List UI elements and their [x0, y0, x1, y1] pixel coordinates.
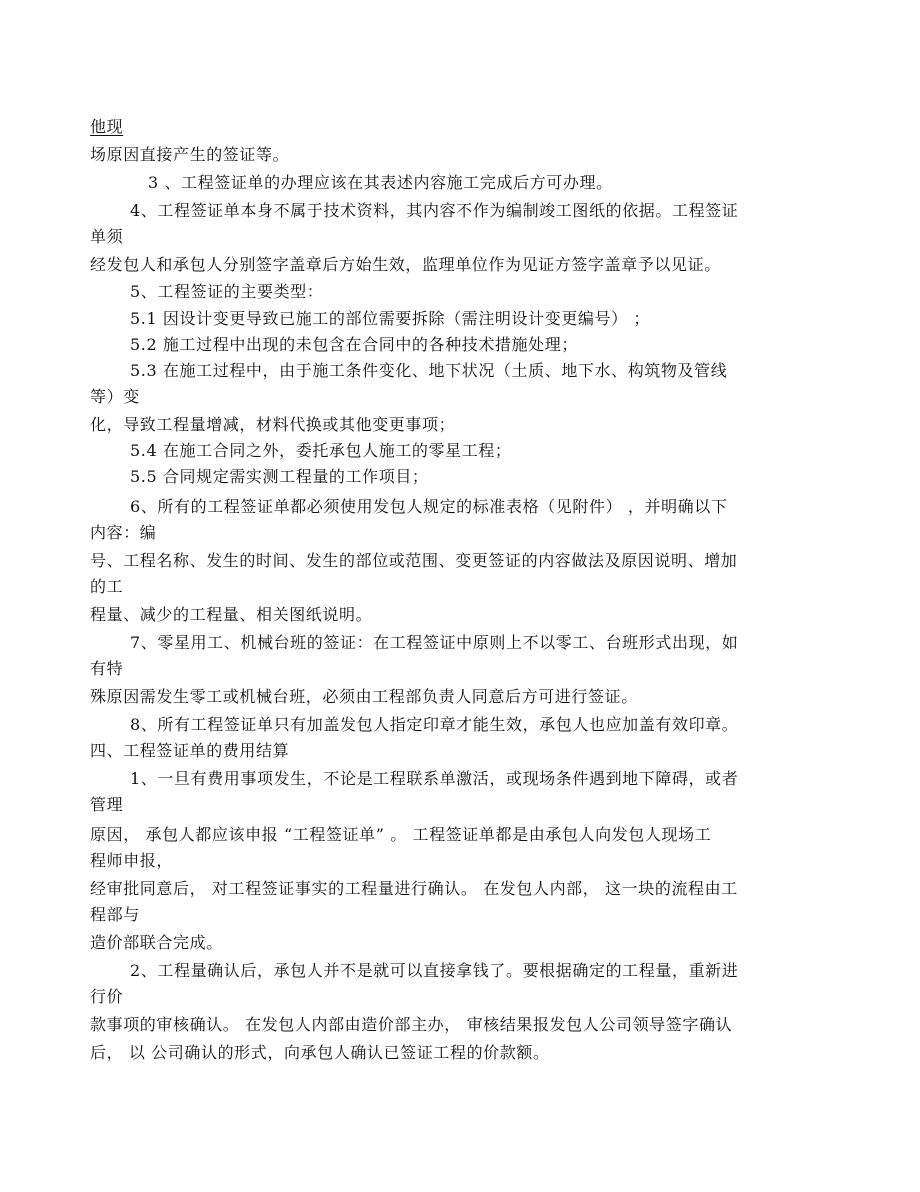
text-line: 5.2 施工过程中出现的未包含在合同中的各种技术措施处理；: [130, 335, 578, 354]
text-line: 2、工程量确认后，承包人并不是就可以直接拿钱了。要根据确定的工程量，重新进: [130, 961, 739, 980]
text-line: 程量、减少的工程量、相关图纸说明。: [90, 605, 373, 624]
text-line: 经发包人和承包人分别签字盖章后方始生效，监理单位作为见证方签字盖章予以见证。: [90, 255, 721, 274]
text-line: 等）变: [90, 387, 140, 406]
text-line: 款事项的审核确认。 在发包人内部由造价部主办， 审核结果报发包人公司领导签字确认: [90, 1015, 733, 1034]
text-line: 7、零星用工、机械台班的签证：在工程签证中原则上不以零工、台班形式出现，如: [130, 633, 739, 652]
text-line: 殊原因需发生零工或机械台班，必须由工程部负责人同意后方可进行签证。: [90, 687, 638, 706]
text-line: 8、所有工程签证单只有加盖发包人指定印章才能生效，承包人也应加盖有效印章。: [130, 715, 739, 734]
text-line: 单须: [90, 227, 124, 246]
text-line: 5.4 在施工合同之外，委托承包人施工的零星工程；: [130, 441, 512, 460]
text-line: 4、工程签证单本身不属于技术资料，其内容不作为编制竣工图纸的依据。工程签证: [130, 201, 739, 220]
text-line: 管理: [90, 795, 124, 814]
text-line: 后， 以 公司确认的形式，向承包人确认已签证工程的价款额。: [90, 1043, 550, 1062]
text-line: 场原因直接产生的签证等。: [90, 145, 290, 164]
text-line: 5.5 合同规定需实测工程量的工作项目；: [130, 467, 429, 486]
text-line: 行价: [90, 987, 124, 1006]
text-line: 的工: [90, 577, 124, 596]
text-line: 他现: [90, 117, 124, 136]
text-line: 3 、工程签证单的办理应该在其表述内容施工完成后方可办理。: [148, 173, 613, 192]
text-line: 5、工程签证的主要类型：: [130, 282, 324, 301]
text-line: 内容：编: [90, 523, 157, 542]
text-line: 有特: [90, 659, 124, 678]
section-heading: 四、工程签证单的费用结算: [90, 741, 290, 760]
text-line: 原因， 承包人都应该申报 “工程签证单” 。 工程签证单都是由承包人向发包人现场工: [90, 825, 712, 844]
text-line: 程师申报，: [90, 851, 174, 870]
text-line: 化，导致工程量增减，材料代换或其他变更事项；: [90, 415, 456, 434]
text-line: 5.1 因设计变更导致已施工的部位需要拆除（需注明设计变更编号） ；: [130, 309, 651, 328]
text-line: 程部与: [90, 905, 140, 924]
text-line: 经审批同意后， 对工程签证事实的工程量进行确认。 在发包人内部， 这一块的流程由工: [90, 879, 738, 898]
text-line: 5.3 在施工过程中，由于施工条件变化、地下状况（土质、地下水、构筑物及管线: [130, 361, 728, 380]
text-line: 造价部联合完成。: [90, 933, 223, 952]
text-line: 1、一旦有费用事项发生，不论是工程联系单激活，或现场条件遇到地下障碍，或者: [130, 769, 739, 788]
text-line: 号、工程名称、发生的时间、发生的部位或范围、变更签证的内容做法及原因说明、增加: [90, 551, 738, 570]
text-line: 6、所有的工程签证单都必须使用发包人规定的标准表格（见附件） ，并明确以下: [130, 497, 728, 516]
